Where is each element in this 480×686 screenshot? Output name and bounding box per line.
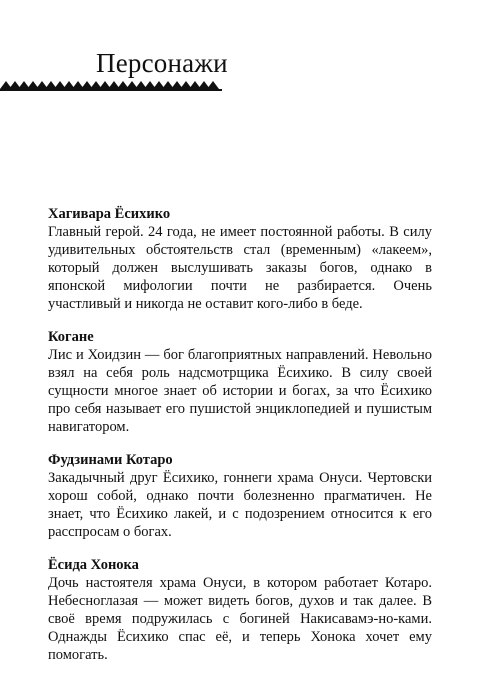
character-name: Фудзинами Котаро — [48, 452, 173, 468]
character-description: Дочь настоятеля храма Онуси, в котором работает Котаро. Небесноглазая — может видеть богов, духов и так далее. В своё время подружилась с богиней Накисавамэ-но-ками. Однажды Ёсихико спас её, и теперь Хонока хочет ему помогать. — [48, 575, 432, 663]
character-entry — [48, 451, 432, 541]
character-name: Когане — [48, 329, 94, 345]
character-entry — [48, 205, 432, 313]
character-entry — [48, 328, 432, 436]
character-name: Хагивара Ёсихико — [48, 206, 171, 222]
character-description: Главный герой. 24 года, не имеет постоянной работы. В силу удивительных обстоятельств стал (временным) «лакеем», который должен выслушивать заказы богов, однако в японской мифологии почти не разбирается. Очень участливый и никогда не оставит кого-либо в беде. — [48, 224, 432, 312]
character-name: Ёсида Хонока — [48, 557, 139, 573]
character-description: Лис и Хоидзин — бог благоприятных направлений. Невольно взял на себя роль надсмотрщика Ёсихико. В силу своей сущности многое знает об истории и богах, за что Ёсихико про себя называет его пушистой энциклопедией и пушистым навигатором. — [48, 347, 432, 435]
character-description: Закадычный друг Ёсихико, гоннеги храма Онуси. Чертовски хорош собой, однако почти болезненно прагматичен. Не знает, что Ёсихико лакей, и с подозрением относится к его расспросам о богах. — [48, 470, 432, 540]
title-ornament — [0, 79, 222, 91]
character-entry — [48, 556, 432, 664]
character-list — [48, 205, 432, 679]
page-title: Персонажи — [96, 48, 228, 78]
